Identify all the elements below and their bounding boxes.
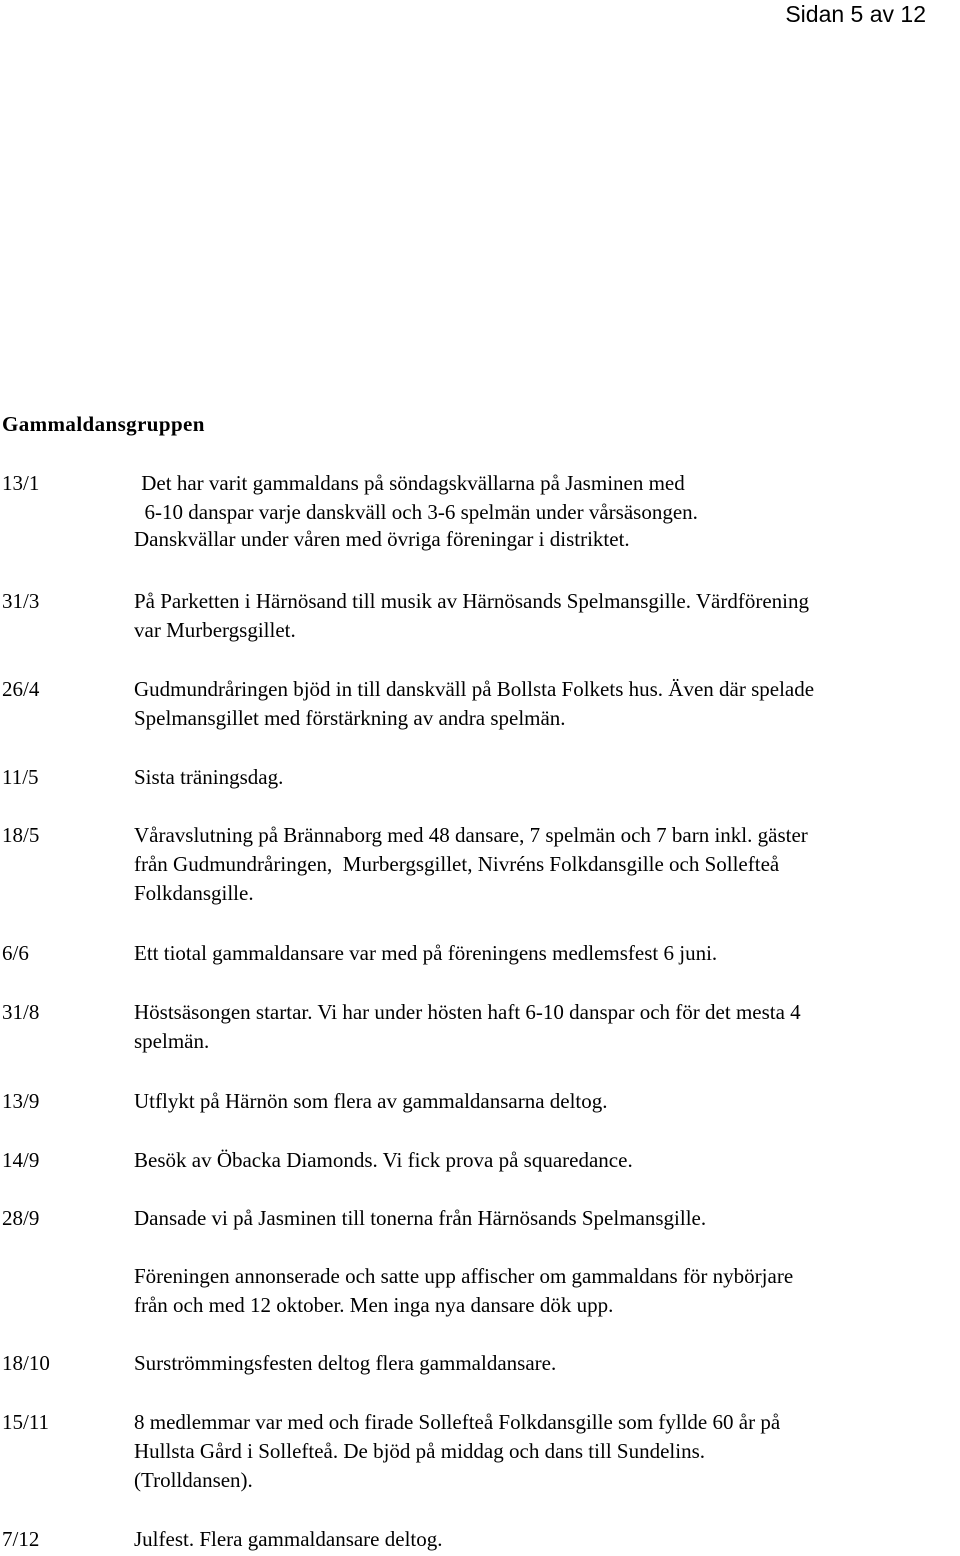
entry-line: (Trolldansen). [134,1468,253,1492]
entry-date: 14/9 [2,1148,40,1172]
entry-line: Folkdansgille. [134,881,254,905]
entry-date: 18/5 [2,823,40,847]
entry-date: 18/10 [2,1351,50,1375]
entry-line: Dansade vi på Jasminen till tonerna från Härnösands Spelmansgille. [134,1206,707,1230]
entry-text [134,1349,960,1378]
entry-text [134,821,960,908]
entry-line: Utflykt på Härnön som flera av gammaldansarna deltog. [134,1089,608,1113]
entry-text [134,1525,960,1554]
page-number: Sidan 5 av 12 [785,1,926,27]
entry-text [134,587,960,645]
entry-line: spelmän. [134,1029,210,1053]
entry-date: 15/11 [2,1410,50,1434]
entry-text [134,939,960,968]
entry-line: 6-10 danspar varje danskväll och 3-6 spelmän under vårsäsongen. [134,500,698,524]
entry-date: 13/9 [2,1089,40,1113]
entry-date: 13/1 [2,471,40,495]
entry-date: 31/8 [2,1000,40,1024]
entry-line: från Gudmundråringen, Murbergsgillet, Nivréns Folkdansgille och Sollefteå [134,852,780,876]
entry-line: Ett tiotal gammaldansare var med på föreningens medlemsfest 6 juni. [134,941,718,965]
entry-line: Våravslutning på Brännaborg med 48 dansare, 7 spelmän och 7 barn inkl. gäster [134,823,808,847]
entry-line: Höstsäsongen startar. Vi har under hösten haft 6-10 danspar och för det mesta 4 [134,1000,801,1024]
entry-line: 8 medlemmar var med och firade Sollefteå Folkdansgille som fyllde 60 år på [134,1410,781,1434]
entry-text [134,1087,960,1116]
entry-line: Sista träningsdag. [134,765,284,789]
entry-line: På Parketten i Härnösand till musik av Härnösands Spelmansgille. Värdförening [134,589,809,613]
entry-date: 6/6 [2,941,29,965]
entry-text [134,763,960,792]
entry-line: Spelmansgillet med förstärkning av andra spelmän. [134,706,566,730]
entry-line: Besök av Öbacka Diamonds. Vi fick prova på squaredance. [134,1148,633,1172]
entry-line: var Murbergsgillet. [134,618,296,642]
entry-line: Hullsta Gård i Sollefteå. De bjöd på middag och dans till Sundelins. [134,1439,705,1463]
entry-line: Det har varit gammaldans på söndagskvällarna på Jasminen med [136,471,685,495]
entry-date: 28/9 [2,1206,40,1230]
entry-line: Surströmmingsfesten deltog flera gammaldansare. [134,1351,557,1375]
entry-line: Föreningen annonserade och satte upp affischer om gammaldans för nybörjare [134,1264,794,1288]
entry-text [134,1204,960,1233]
entry-date: 7/12 [2,1527,40,1551]
entry-text [134,1262,960,1320]
section-heading: Gammaldansgruppen [2,412,205,436]
entry-text [134,469,960,554]
entry-text [134,1146,960,1175]
entry-text [134,998,960,1056]
entry-line: Julfest. Flera gammaldansare deltog. [134,1527,443,1551]
entry-text [134,675,960,733]
entry-text [134,1408,960,1495]
entry-line: från och med 12 oktober. Men inga nya dansare dök upp. [134,1293,614,1317]
entry-line: Danskvällar under våren med övriga föreningar i distriktet. [134,527,630,551]
entry-date: 11/5 [2,765,39,789]
entry-date: 31/3 [2,589,40,613]
entry-line: Gudmundråringen bjöd in till danskväll på Bollsta Folkets hus. Även där spelade [134,677,815,701]
entry-date: 26/4 [2,677,40,701]
